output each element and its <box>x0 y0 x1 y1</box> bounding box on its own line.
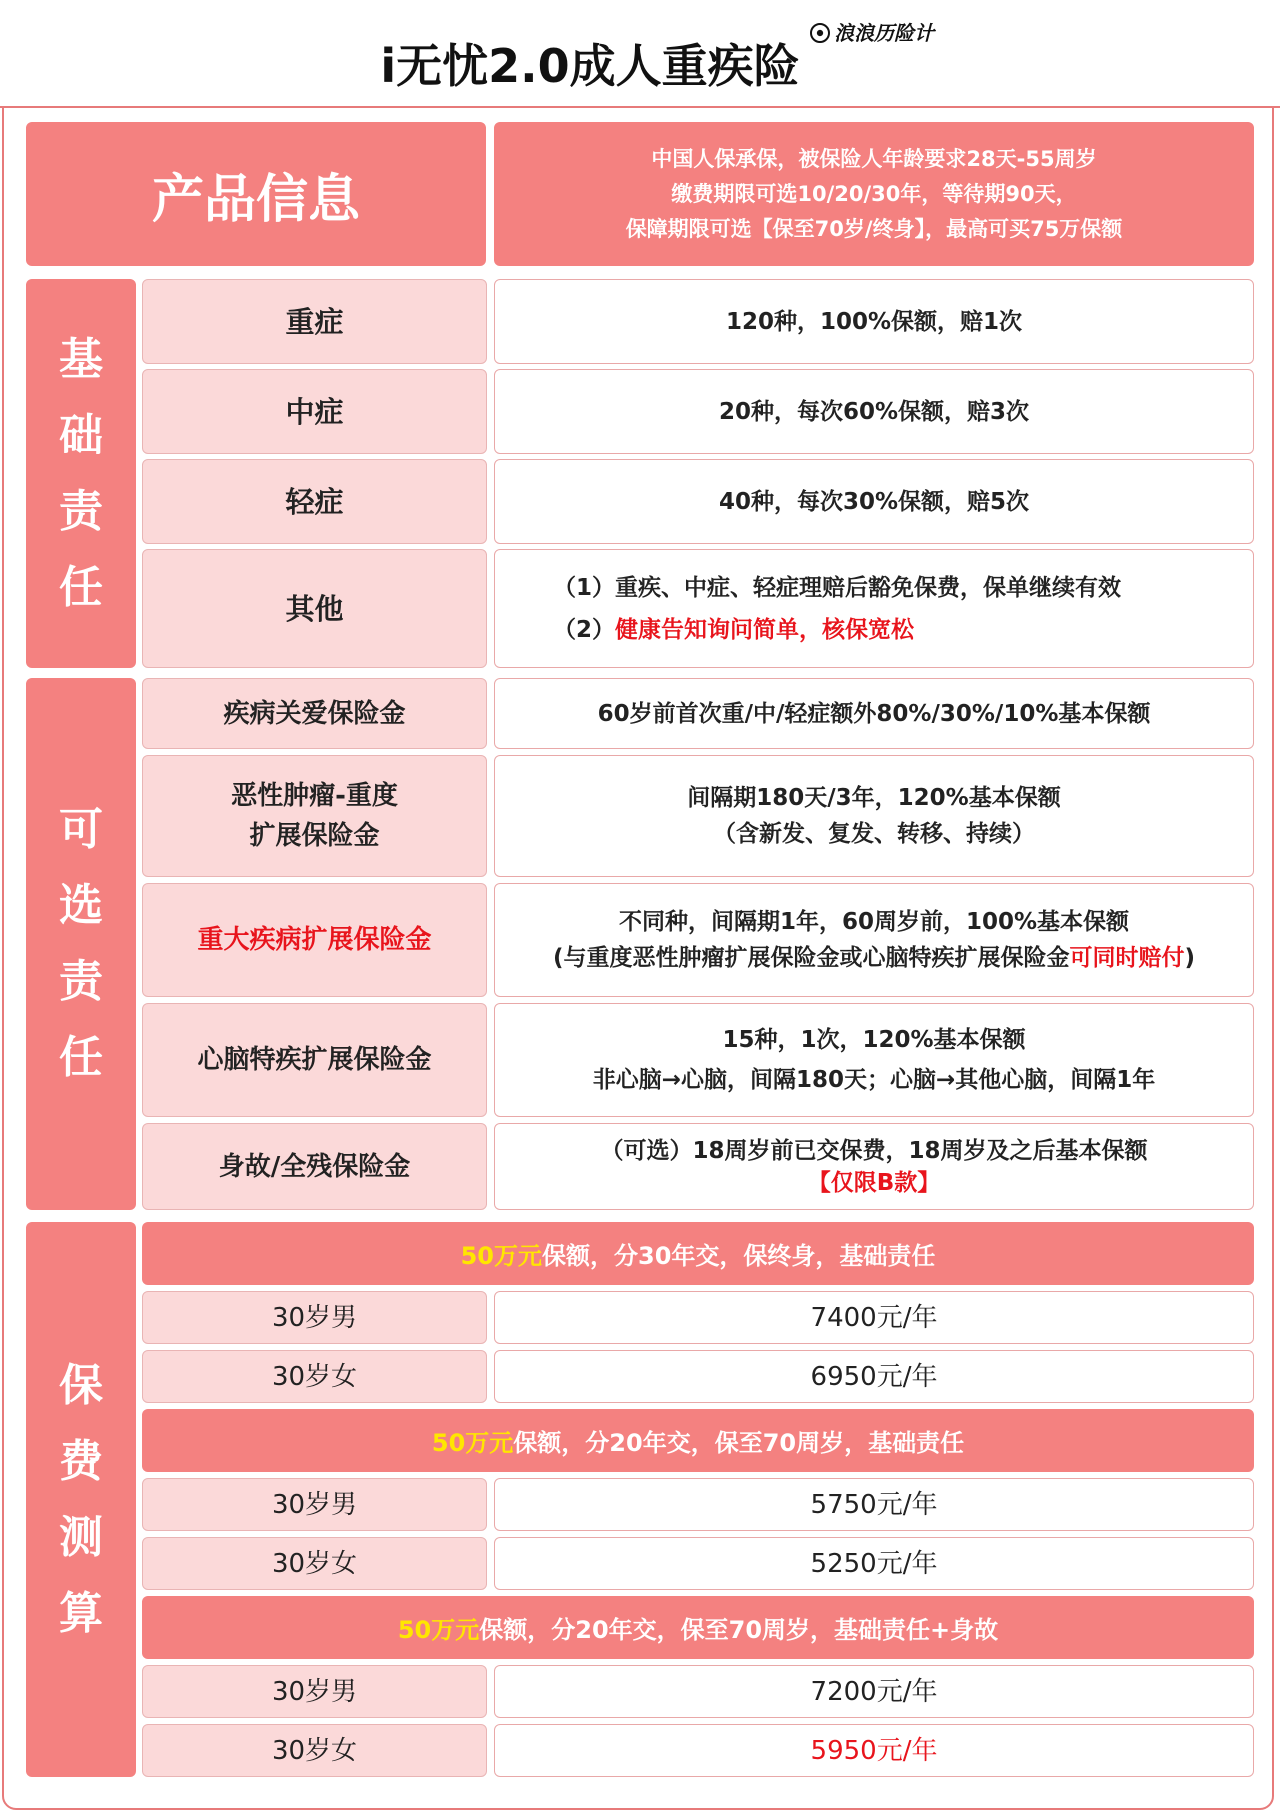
category-char: 责 <box>59 956 103 1007</box>
major-value-line: 不同种，间隔期1年，60周岁前，100%基本保额 <box>618 909 1130 935</box>
tumor-value-line: 间隔期180天/3年，120%基本保额 <box>687 785 1061 811</box>
category-char: 责 <box>59 485 103 537</box>
plan-row-price: 5750元/年 <box>494 1478 1254 1531</box>
plan-row-label: 30岁女 <box>142 1537 487 1590</box>
row-value-tumor <box>494 755 1254 877</box>
plan-row-label: 30岁女 <box>142 1350 487 1403</box>
premium-category <box>26 1222 136 1777</box>
major-value-suffix: ) <box>1184 945 1196 971</box>
product-info-line: 中国人保承保，被保险人年龄要求28天-55周岁 <box>651 146 1097 171</box>
tumor-label-line: 恶性肿瘤-重度 <box>231 781 398 811</box>
row-value-care: 60岁前首次重/中/轻症额外80%/30%/10%基本保额 <box>494 678 1254 749</box>
plan-amount: 50万元 <box>431 1429 514 1457</box>
row-label-cardio: 心脑特疾扩展保险金 <box>142 1003 487 1117</box>
plan-desc: 保额，分20年交，保至70周岁，基础责任 <box>513 1429 965 1457</box>
product-info-label: 产品信息 <box>26 122 486 266</box>
category-char: 费 <box>59 1435 103 1487</box>
plan-row-label: 30岁男 <box>142 1478 487 1531</box>
other-line-2-prefix: （2） <box>553 616 616 643</box>
row-value-severe: 120种，100%保额，赔1次 <box>494 279 1254 364</box>
category-char: 保 <box>59 1359 103 1411</box>
plan-row-label: 30岁男 <box>142 1291 487 1344</box>
plan-amount: 50万元 <box>397 1616 480 1644</box>
product-info-line: 保障期限可选【保至70岁/终身】，最高可买75万保额 <box>625 216 1123 241</box>
plan-row-label: 30岁男 <box>142 1665 487 1718</box>
category-char: 任 <box>59 1032 103 1083</box>
plan-header <box>142 1596 1254 1659</box>
plan-row-price: 7200元/年 <box>494 1665 1254 1718</box>
row-label-care: 疾病关爱保险金 <box>142 678 487 749</box>
death-value-line: （可选）18周岁前已交保费，18周岁及之后基本保额 <box>600 1137 1148 1164</box>
row-value-cardio <box>494 1003 1254 1117</box>
row-value-major <box>494 883 1254 997</box>
product-info-line: 缴费期限可选10/20/30年，等待期90天， <box>671 181 1077 206</box>
category-char: 基 <box>59 333 103 385</box>
plan-row-label: 30岁女 <box>142 1724 487 1777</box>
row-label-major: 重大疾病扩展保险金 <box>142 883 487 997</box>
brand-name: 浪浪历险计 <box>834 21 934 45</box>
other-line-2-highlight: 健康告知询问简单，核保宽松 <box>615 616 915 643</box>
page-title: i无忧2.0成人重疾险 <box>380 39 800 93</box>
category-char: 可 <box>59 804 103 855</box>
plan-row-price: 6950元/年 <box>494 1350 1254 1403</box>
plan-header <box>142 1222 1254 1285</box>
other-line-1: （1）重疾、中症、轻症理赔后豁免保费，保单继续有效 <box>553 574 1122 601</box>
major-value-line <box>553 940 1195 976</box>
other-line-2 <box>553 609 914 651</box>
death-value-highlight: 【仅限B款】 <box>807 1169 941 1196</box>
category-char: 础 <box>59 409 103 461</box>
row-label-moderate: 中症 <box>142 369 487 454</box>
product-info-text <box>494 122 1254 266</box>
row-value-other <box>494 549 1254 668</box>
cardio-value-line: 15种，1次，120%基本保额 <box>722 1027 1026 1053</box>
plan-row-price-highlight: 5950元/年 <box>494 1724 1254 1777</box>
plan-row-price: 5250元/年 <box>494 1537 1254 1590</box>
brand-logo <box>810 18 980 48</box>
title-bar <box>0 0 1280 108</box>
row-label-other: 其他 <box>142 549 487 668</box>
basic-category <box>26 279 136 668</box>
cardio-value-line: 非心脑→心脑，间隔180天；心脑→其他心脑，间隔1年 <box>592 1067 1156 1093</box>
category-char: 选 <box>59 880 103 931</box>
plan-row-price: 7400元/年 <box>494 1291 1254 1344</box>
category-char: 算 <box>59 1587 103 1639</box>
row-label-mild: 轻症 <box>142 459 487 544</box>
row-value-death <box>494 1123 1254 1210</box>
plan-desc: 保额，分30年交，保终身，基础责任 <box>542 1242 936 1270</box>
brand-seal-icon <box>810 23 830 43</box>
plan-header <box>142 1409 1254 1472</box>
row-label-severe: 重症 <box>142 279 487 364</box>
major-value-highlight: 可同时赔付 <box>1069 945 1185 971</box>
category-char: 测 <box>59 1511 103 1563</box>
optional-category <box>26 678 136 1210</box>
category-char: 任 <box>59 561 103 613</box>
row-label-death: 身故/全残保险金 <box>142 1123 487 1210</box>
tumor-label-line: 扩展保险金 <box>249 821 380 851</box>
plan-amount: 50万元 <box>460 1242 542 1270</box>
plan-desc: 保额，分20年交，保至70周岁，基础责任+身故 <box>479 1616 999 1644</box>
tumor-value-line: （含新发、复发、转移、持续） <box>713 821 1035 847</box>
major-value-prefix: (与重度恶性肿瘤扩展保险金或心脑特疾扩展保险金 <box>552 945 1070 971</box>
row-value-mild: 40种，每次30%保额，赔5次 <box>494 459 1254 544</box>
row-label-tumor <box>142 755 487 877</box>
row-value-moderate: 20种，每次60%保额，赔3次 <box>494 369 1254 454</box>
